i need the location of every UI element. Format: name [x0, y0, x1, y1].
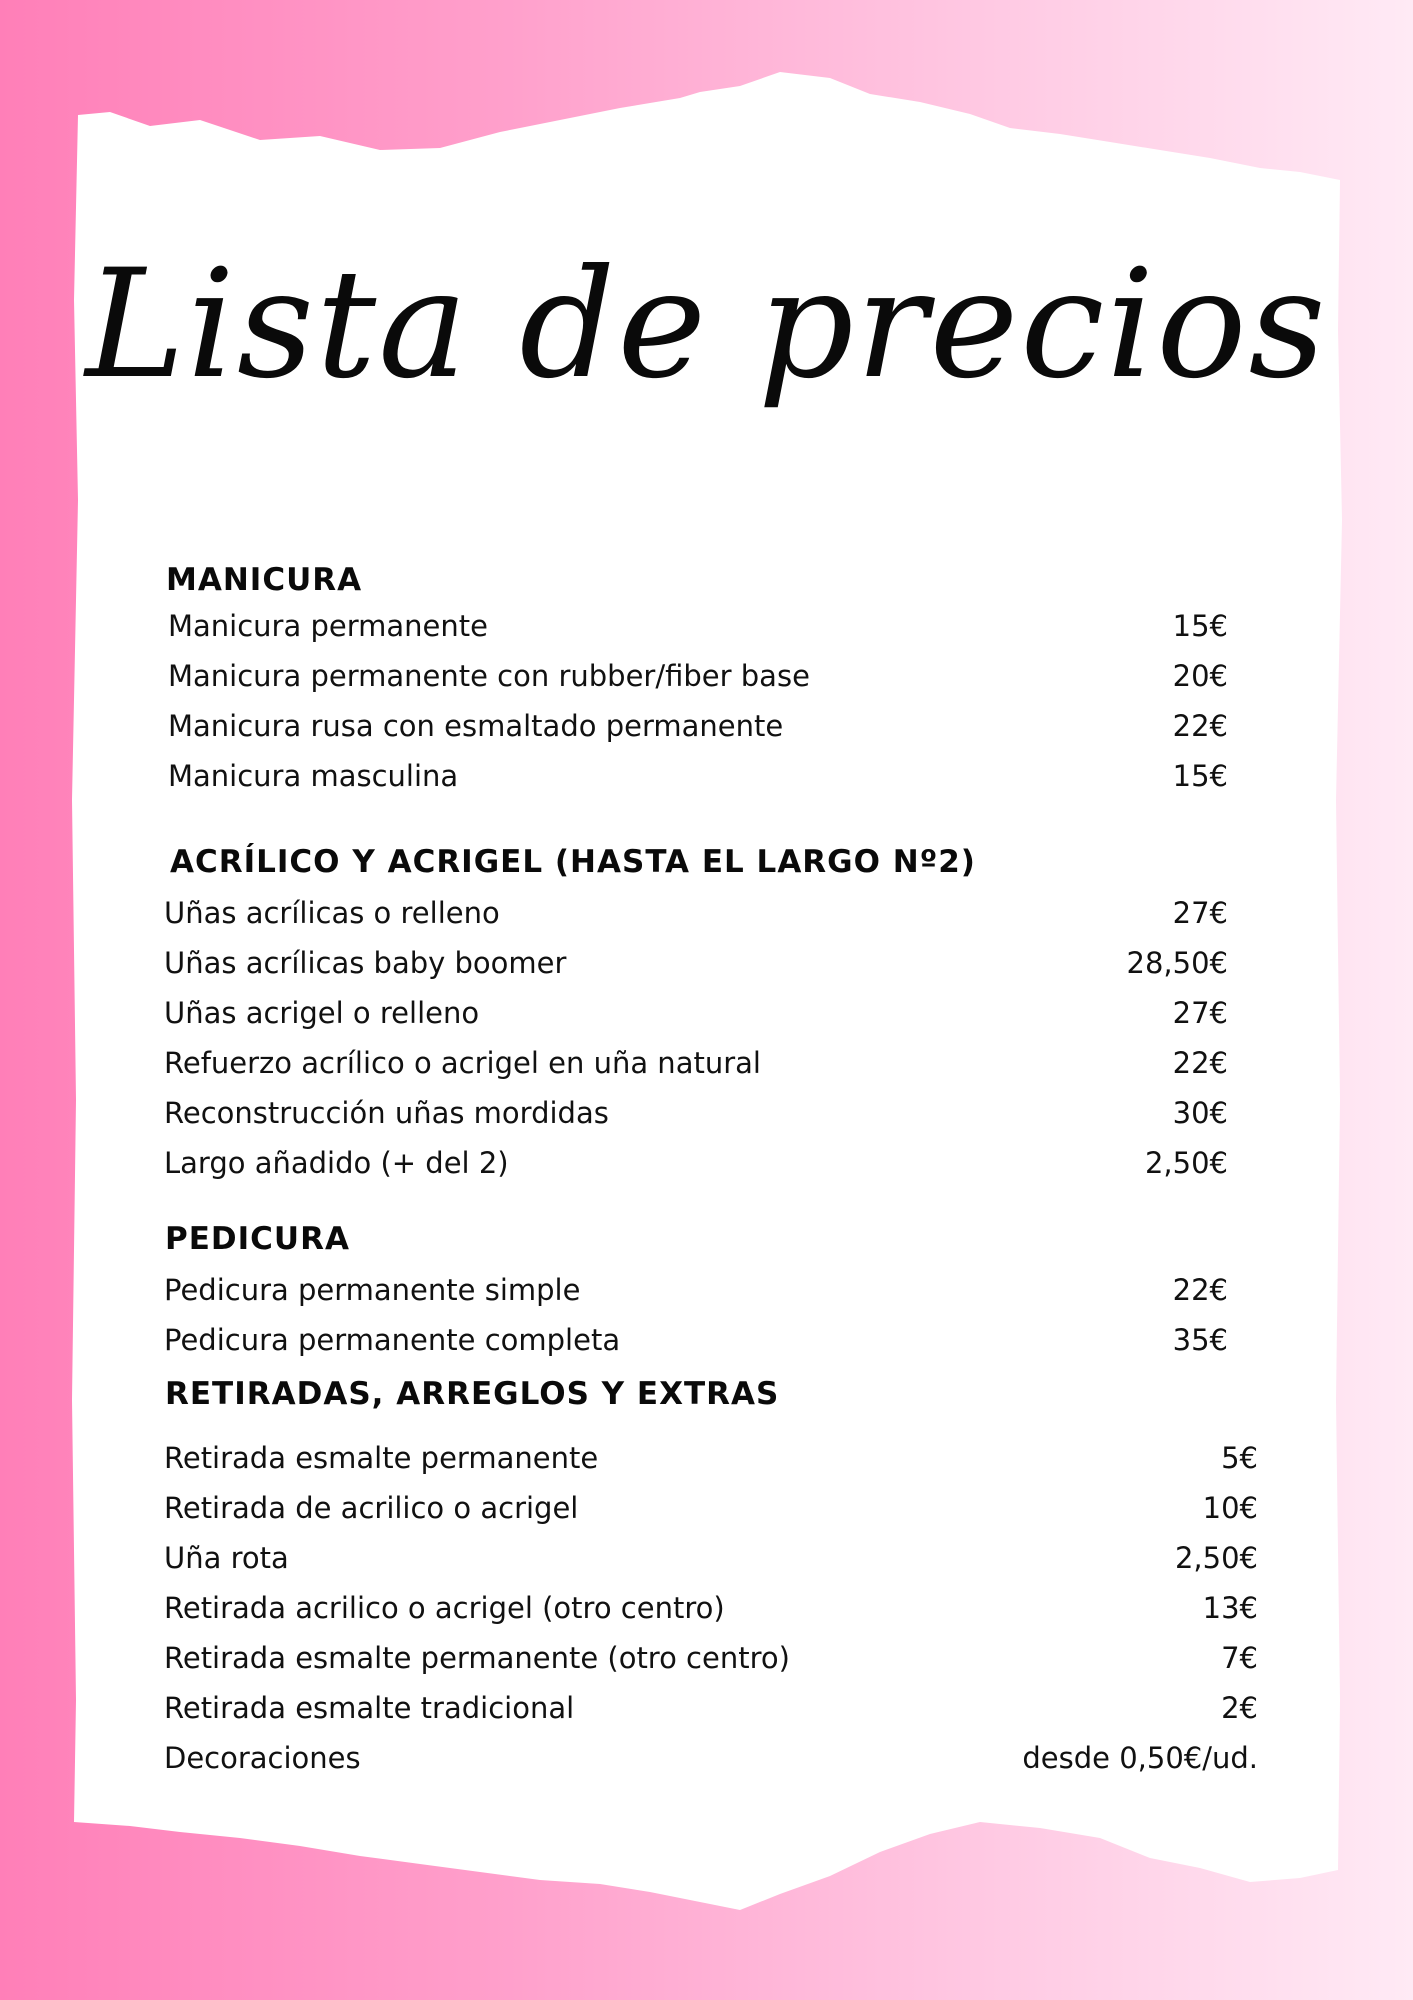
list-item [164, 893, 1228, 933]
list-item [164, 1438, 1258, 1478]
item-price: 22€ [1172, 1046, 1228, 1080]
item-label: Uñas acrílicas o relleno [164, 896, 500, 930]
item-price: 2,50€ [1174, 1541, 1258, 1575]
list-item [164, 1588, 1258, 1628]
item-label: Retirada de acrilico o acrigel [164, 1491, 579, 1525]
item-price: 27€ [1172, 896, 1228, 930]
list-item [168, 706, 1228, 746]
item-label: Largo añadido (+ del 2) [164, 1146, 509, 1180]
item-label: Manicura permanente con rubber/fiber base [168, 659, 810, 693]
list-item [168, 656, 1228, 696]
item-label: Reconstrucción uñas mordidas [164, 1096, 609, 1130]
list-item [168, 606, 1228, 646]
item-label: Retirada esmalte tradicional [164, 1691, 575, 1725]
section-heading-retiradas: RETIRADAS, ARREGLOS Y EXTRAS [165, 1376, 780, 1412]
list-item [164, 1043, 1228, 1083]
item-label: Retirada esmalte permanente (otro centro) [164, 1641, 790, 1675]
item-price: 7€ [1221, 1641, 1258, 1675]
item-label: Uñas acrílicas baby boomer [164, 946, 567, 980]
item-price: 15€ [1172, 609, 1228, 643]
item-price: 10€ [1202, 1491, 1258, 1525]
page-title: Lista de precios [85, 238, 1328, 412]
item-price: 27€ [1172, 996, 1228, 1030]
item-label: Uña rota [164, 1541, 289, 1575]
item-price: 22€ [1172, 709, 1228, 743]
section-heading-acrilico: ACRÍLICO Y ACRIGEL (HASTA EL LARGO Nº2) [170, 844, 976, 880]
list-item [168, 756, 1228, 796]
list-item [164, 993, 1228, 1033]
item-label: Uñas acrigel o relleno [164, 996, 480, 1030]
item-price: 35€ [1172, 1323, 1228, 1357]
item-price: 20€ [1172, 659, 1228, 693]
item-label: Retirada acrilico o acrigel (otro centro) [164, 1591, 725, 1625]
item-price: 13€ [1202, 1591, 1258, 1625]
item-price: 2€ [1221, 1691, 1258, 1725]
item-label: Refuerzo acrílico o acrigel en uña natural [164, 1046, 761, 1080]
item-label: Pedicura permanente completa [164, 1323, 621, 1357]
section-heading-pedicura: PEDICURA [165, 1221, 350, 1257]
item-price: 22€ [1172, 1273, 1228, 1307]
list-item [164, 1688, 1258, 1728]
list-item [164, 943, 1228, 983]
item-price: desde 0,50€/ud. [1022, 1741, 1258, 1775]
list-item [164, 1538, 1258, 1578]
section-heading-manicura: MANICURA [166, 562, 363, 598]
list-item [164, 1143, 1228, 1183]
item-price: 2,50€ [1144, 1146, 1228, 1180]
list-item [164, 1270, 1228, 1310]
item-label: Pedicura permanente simple [164, 1273, 581, 1307]
item-label: Manicura permanente [168, 609, 488, 643]
item-price: 15€ [1172, 759, 1228, 793]
item-price: 28,50€ [1126, 946, 1228, 980]
list-item [164, 1638, 1258, 1678]
item-label: Manicura rusa con esmaltado permanente [168, 709, 784, 743]
list-item [164, 1488, 1258, 1528]
item-label: Decoraciones [164, 1741, 361, 1775]
item-label: Manicura masculina [168, 759, 459, 793]
list-item [164, 1738, 1258, 1778]
list-item [164, 1320, 1228, 1360]
item-label: Retirada esmalte permanente [164, 1441, 599, 1475]
list-item [164, 1093, 1228, 1133]
item-price: 5€ [1221, 1441, 1258, 1475]
item-price: 30€ [1172, 1096, 1228, 1130]
